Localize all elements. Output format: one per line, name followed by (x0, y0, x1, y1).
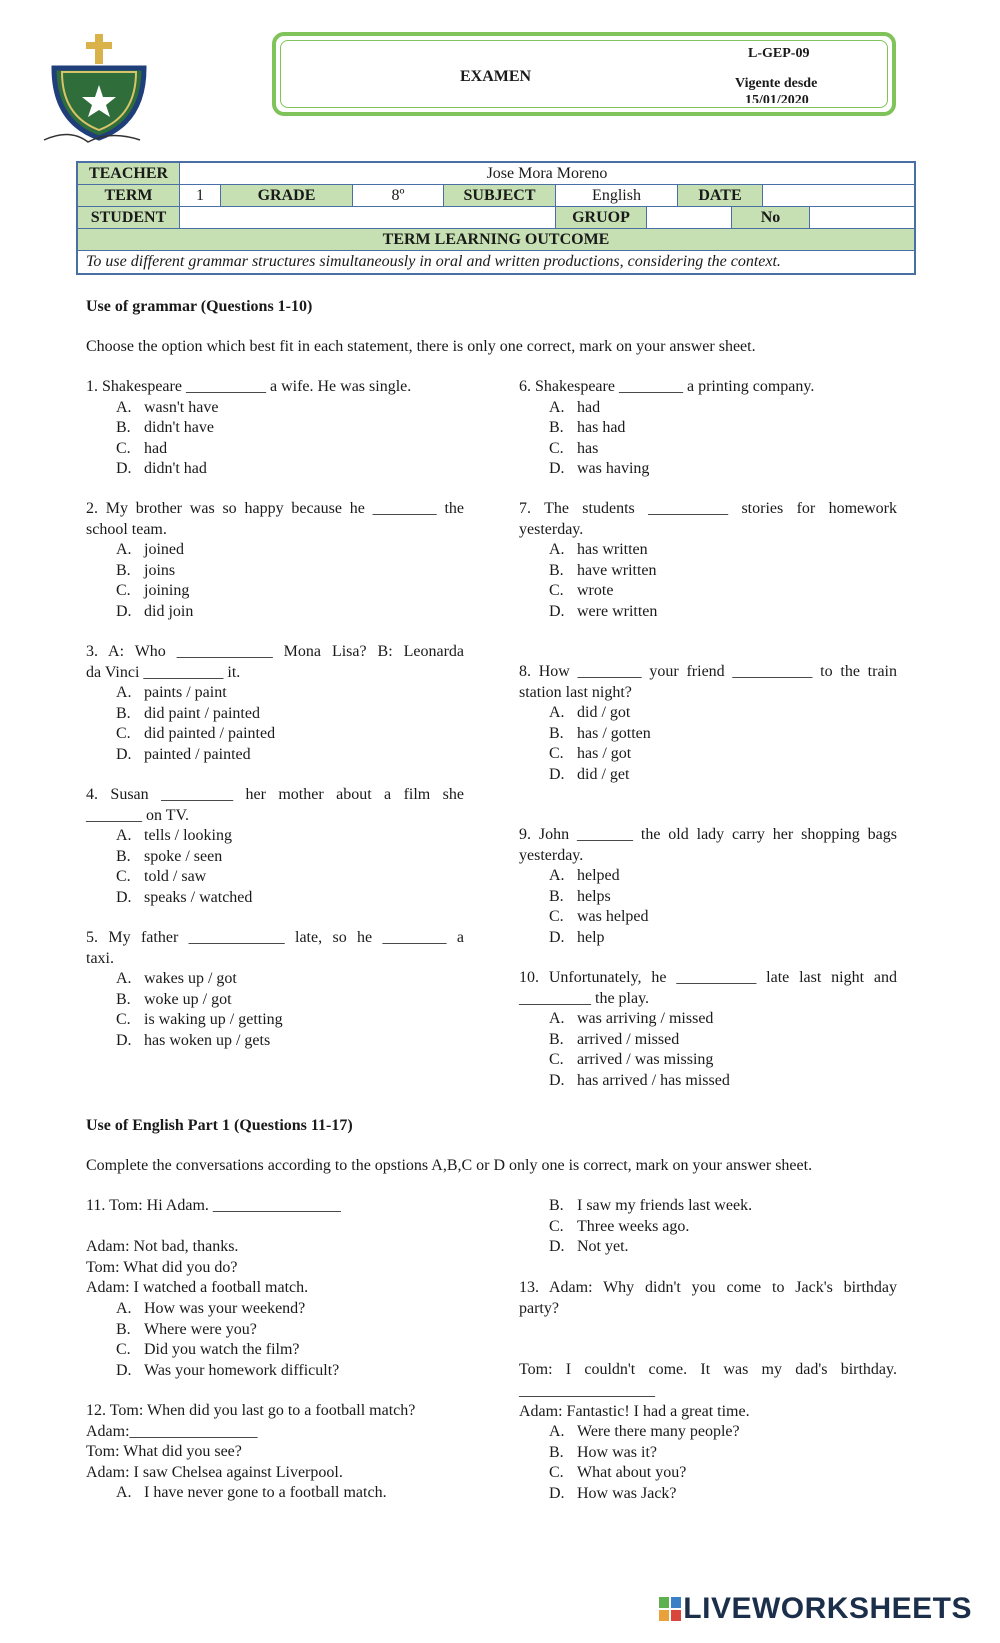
option-text: has written (577, 541, 648, 559)
option-letter: A. (549, 398, 565, 416)
option-text: I saw my friends last week. (577, 1197, 753, 1214)
section2-instructions: Complete the conversations according to the opstions A,B,C or D only one is correct, mark on your answer sheet. (86, 1157, 813, 1174)
option-letter: C. (116, 582, 131, 600)
option-text: tells / looking (144, 827, 232, 845)
option-letter: D. (549, 460, 565, 478)
grade-value: 8º (353, 185, 444, 206)
option-letter: B. (549, 561, 564, 579)
info-table (76, 161, 916, 275)
option-text: wasn't have (144, 398, 219, 416)
option-letter: A. (116, 398, 132, 416)
outcome-header: TERM LEARNING OUTCOME (78, 229, 914, 251)
option-text: was having (577, 460, 650, 478)
question-1-stem: 1. Shakespeare __________ a wife. He was single. (86, 378, 412, 395)
question-3-option[interactable] (116, 724, 275, 745)
option-letter: C. (549, 908, 564, 926)
option-letter: C. (549, 582, 564, 600)
option-text: has / gotten (577, 724, 651, 742)
option-letter: D. (549, 1072, 565, 1089)
option-text: has / got (577, 745, 632, 763)
option-letter: C. (549, 1464, 564, 1482)
exam-title: EXAMEN (460, 68, 532, 85)
q12-line: Adam: I saw Chelsea against Liverpool. (86, 1463, 343, 1481)
question-1-option[interactable] (116, 439, 167, 460)
option-letter: C. (116, 1011, 131, 1029)
school-logo (40, 30, 158, 148)
option-letter: C. (116, 725, 131, 743)
liveworksheets-brand (659, 1592, 972, 1626)
question-5-option[interactable] (116, 969, 237, 990)
q13-line: 13. Adam: Why didn't you come to Jack's birthday (519, 1279, 897, 1296)
question-7-stem: yesterday. (519, 520, 584, 538)
section1-title: Use of grammar (Questions 1-10) (86, 298, 313, 315)
option-text: wakes up / got (144, 970, 237, 988)
question-7-option[interactable] (549, 540, 648, 561)
question-9-option[interactable] (549, 866, 620, 887)
option-letter: C. (116, 439, 131, 457)
option-text: arrived / was missing (577, 1051, 714, 1069)
q13-line: _________________ (519, 1382, 655, 1399)
option-text: didn't have (144, 419, 214, 437)
option-text: paints / paint (144, 684, 227, 702)
option-letter: D. (116, 746, 132, 763)
option-letter: A. (549, 1010, 565, 1028)
question-5-option[interactable] (116, 1010, 283, 1031)
q13-line: Tom: I couldn't come. It was my dad's birthday. (519, 1361, 897, 1379)
q13-option[interactable] (549, 1463, 686, 1484)
option-letter: D. (549, 603, 565, 620)
option-letter: A. (549, 704, 565, 722)
question-1-option[interactable] (116, 459, 207, 480)
question-10-option[interactable] (549, 1050, 713, 1071)
option-text: helped (577, 867, 620, 885)
option-letter: C. (549, 745, 564, 763)
option-text: Not yet. (577, 1238, 629, 1256)
option-text: painted / painted (144, 746, 251, 763)
option-text: Three weeks ago. (577, 1217, 690, 1235)
q12-option[interactable] (549, 1217, 689, 1238)
q12-option[interactable] (549, 1237, 629, 1258)
option-letter: B. (549, 887, 564, 905)
option-letter: A. (116, 1484, 132, 1502)
option-letter: B. (116, 1320, 131, 1338)
liveworksheets-icon (659, 1597, 681, 1621)
vigente-date: 15/01/2020 (745, 94, 809, 103)
option-text: have written (577, 561, 657, 579)
option-letter: D. (116, 603, 132, 620)
term-value: 1 (180, 185, 221, 206)
option-letter: A. (549, 867, 565, 885)
question-10-option[interactable] (549, 1071, 730, 1092)
question-3-option[interactable] (116, 745, 251, 766)
q13-option[interactable] (549, 1422, 740, 1443)
grade-label: GRADE (221, 185, 353, 206)
question-6-option[interactable] (549, 418, 625, 439)
option-letter: D. (116, 460, 132, 478)
option-text: is waking up / getting (144, 1011, 283, 1029)
option-text: joining (144, 582, 190, 600)
option-text: wrote (577, 582, 614, 600)
question-9-option[interactable] (549, 928, 605, 949)
option-letter: A. (116, 827, 132, 845)
question-3-option[interactable] (116, 704, 260, 725)
question-3-stem: da Vinci __________ it. (86, 663, 241, 681)
option-text: How was your weekend? (144, 1300, 306, 1317)
subject-value: English (556, 185, 678, 206)
question-9-option[interactable] (549, 887, 611, 908)
vigente-label: Vigente desde (735, 76, 818, 91)
option-letter: A. (116, 970, 132, 988)
option-letter: D. (116, 1361, 132, 1379)
question-8-stem: 8. How ________ your friend __________ to the train (519, 663, 897, 680)
option-letter: D. (116, 889, 132, 906)
option-text: had (144, 439, 168, 457)
option-letter: D. (549, 929, 565, 946)
question-8-option[interactable] (549, 765, 629, 786)
question-6-option[interactable] (549, 439, 598, 460)
option-text: woke up / got (144, 990, 232, 1008)
question-1-option[interactable] (116, 398, 218, 419)
q11-line: Tom: What did you do? (86, 1258, 238, 1276)
option-text: had (577, 398, 601, 416)
question-2-option[interactable] (116, 561, 175, 582)
q11-option[interactable] (116, 1299, 305, 1320)
question-2-option[interactable] (116, 540, 184, 561)
group-label: GRUOP (556, 207, 647, 228)
question-9-stem: 9. John _______ the old lady carry her shopping bags (519, 826, 897, 843)
option-text: did / get (577, 766, 630, 783)
q12-line: Tom: What did you see? (86, 1443, 242, 1461)
option-letter: D. (549, 1485, 565, 1502)
question-7-option[interactable] (549, 602, 657, 623)
question-8-option[interactable] (549, 744, 631, 765)
option-letter: A. (549, 541, 565, 559)
option-letter: D. (549, 766, 565, 783)
option-text: were written (577, 603, 658, 620)
option-text: did paint / painted (144, 704, 260, 722)
question-7-option[interactable] (549, 581, 613, 602)
q11-line: 11. Tom: Hi Adam. ________________ (86, 1197, 341, 1214)
question-9-option[interactable] (549, 907, 649, 928)
question-4-stem: 4. Susan _________ her mother about a film she (86, 786, 464, 803)
question-6-option[interactable] (549, 398, 600, 419)
option-letter: B. (549, 1030, 564, 1048)
document-code: L-GEP-09 (748, 46, 810, 61)
question-7-option[interactable] (549, 561, 657, 582)
question-6-stem: 6. Shakespeare ________ a printing company. (519, 378, 815, 395)
q11-option[interactable] (116, 1320, 257, 1341)
option-text: was arriving / missed (577, 1010, 714, 1028)
student-label: STUDENT (78, 207, 180, 228)
question-2-option[interactable] (116, 602, 193, 623)
option-letter: B. (116, 561, 131, 579)
option-letter: D. (116, 1032, 132, 1049)
question-5-stem: taxi. (86, 949, 114, 967)
option-text: did painted / painted (144, 725, 276, 743)
q11-option[interactable] (116, 1361, 339, 1382)
option-text: helps (577, 887, 611, 905)
no-value (810, 207, 914, 228)
question-7-stem: 7. The students __________ stories for homework (519, 500, 897, 517)
student-value (180, 207, 556, 228)
q12-line: Adam:________________ (86, 1422, 258, 1440)
option-letter: A. (116, 541, 132, 559)
q13-option[interactable] (549, 1443, 657, 1464)
question-4-option[interactable] (116, 888, 252, 909)
q12-option[interactable] (116, 1483, 387, 1504)
question-10-option[interactable] (549, 1030, 679, 1051)
section1-instructions: Choose the option which best fit in each statement, there is only one correct, mark on your answer sheet. (86, 338, 756, 355)
option-text: joins (144, 561, 176, 579)
option-text: How was Jack? (577, 1485, 677, 1502)
option-text: told / saw (144, 868, 207, 886)
option-text: joined (144, 541, 184, 559)
question-8-option[interactable] (549, 724, 651, 745)
question-1-option[interactable] (116, 418, 214, 439)
option-text: did join (144, 603, 194, 620)
option-text: How was it? (577, 1443, 657, 1461)
teacher-label: TEACHER (78, 163, 180, 184)
q13-line: Adam: Fantastic! I had a great time. (519, 1402, 750, 1420)
option-letter: C. (549, 1217, 564, 1235)
option-letter: D. (549, 1238, 565, 1256)
option-letter: B. (549, 1197, 564, 1214)
option-letter: B. (116, 990, 131, 1008)
brand-text: LIVEWORKSHEETS (683, 1592, 972, 1625)
option-letter: B. (116, 704, 131, 722)
option-letter: B. (549, 724, 564, 742)
question-3-option[interactable] (116, 683, 227, 704)
option-text: I have never gone to a football match. (144, 1484, 387, 1502)
no-label: No (732, 207, 810, 228)
option-text: has woken up / gets (144, 1032, 271, 1049)
option-letter: B. (116, 847, 131, 865)
q12-option[interactable] (549, 1196, 752, 1217)
question-2-stem: 2. My brother was so happy because he ________ the (86, 500, 464, 517)
option-text: What about you? (577, 1464, 687, 1482)
option-text: has arrived / has missed (577, 1072, 730, 1089)
section2-title: Use of English Part 1 (Questions 11-17) (86, 1117, 353, 1134)
question-4-stem: _______ on TV. (86, 806, 189, 824)
q11-line: Adam: Not bad, thanks. (86, 1238, 239, 1256)
question-8-stem: station last night? (519, 683, 632, 701)
option-text: Was your homework difficult? (144, 1361, 340, 1379)
question-5-stem: 5. My father ____________ late, so he ________ a (86, 929, 464, 946)
question-10-stem: _________ the play. (519, 989, 650, 1007)
term-label: TERM (78, 185, 180, 206)
option-text: has had (577, 419, 626, 437)
q11-option[interactable] (116, 1340, 300, 1361)
option-letter: B. (116, 419, 131, 437)
question-10-option[interactable] (549, 1009, 713, 1030)
q13-line: party? (519, 1299, 559, 1317)
option-text: Did you watch the film? (144, 1341, 300, 1359)
teacher-value: Jose Mora Moreno (486, 164, 608, 182)
q12-line: 12. Tom: When did you last go to a football match? (86, 1402, 416, 1419)
option-letter: C. (116, 868, 131, 886)
question-5-option[interactable] (116, 1031, 270, 1052)
option-text: spoke / seen (144, 847, 223, 865)
option-text: Where were you? (144, 1320, 257, 1338)
option-text: did / got (577, 704, 631, 722)
question-10-stem: 10. Unfortunately, he __________ late last night and (519, 969, 897, 986)
date-label: DATE (678, 185, 763, 206)
question-2-stem: school team. (86, 520, 167, 538)
group-value (647, 207, 732, 228)
option-letter: A. (116, 684, 132, 702)
subject-label: SUBJECT (444, 185, 556, 206)
question-6-option[interactable] (549, 459, 649, 480)
option-text: didn't had (144, 460, 207, 478)
option-text: was helped (577, 908, 649, 926)
option-text: arrived / missed (577, 1030, 680, 1048)
q11-line: Adam: I watched a football match. (86, 1279, 309, 1297)
option-text: speaks / watched (144, 889, 253, 906)
date-value (763, 185, 914, 206)
option-text: Were there many people? (577, 1423, 740, 1441)
question-4-option[interactable] (116, 826, 232, 847)
question-4-option[interactable] (116, 867, 206, 888)
question-9-stem: yesterday. (519, 846, 584, 864)
option-text: has (577, 439, 599, 457)
question-2-option[interactable] (116, 581, 189, 602)
question-8-option[interactable] (549, 703, 630, 724)
exam-header-box (272, 32, 896, 116)
option-letter: B. (549, 419, 564, 437)
option-letter: C. (116, 1341, 131, 1359)
option-letter: B. (549, 1443, 564, 1461)
option-letter: C. (549, 439, 564, 457)
question-3-stem: 3. A: Who ____________ Mona Lisa? B: Leonarda (86, 643, 464, 660)
option-text: help (577, 929, 605, 946)
q13-option[interactable] (549, 1484, 677, 1505)
outcome-text: To use different grammar structures simultaneously in oral and written productions, considering the context. (86, 253, 781, 270)
option-letter: A. (116, 1300, 132, 1317)
question-5-option[interactable] (116, 990, 232, 1011)
option-letter: C. (549, 1051, 564, 1069)
question-4-option[interactable] (116, 847, 222, 868)
option-letter: A. (549, 1423, 565, 1441)
